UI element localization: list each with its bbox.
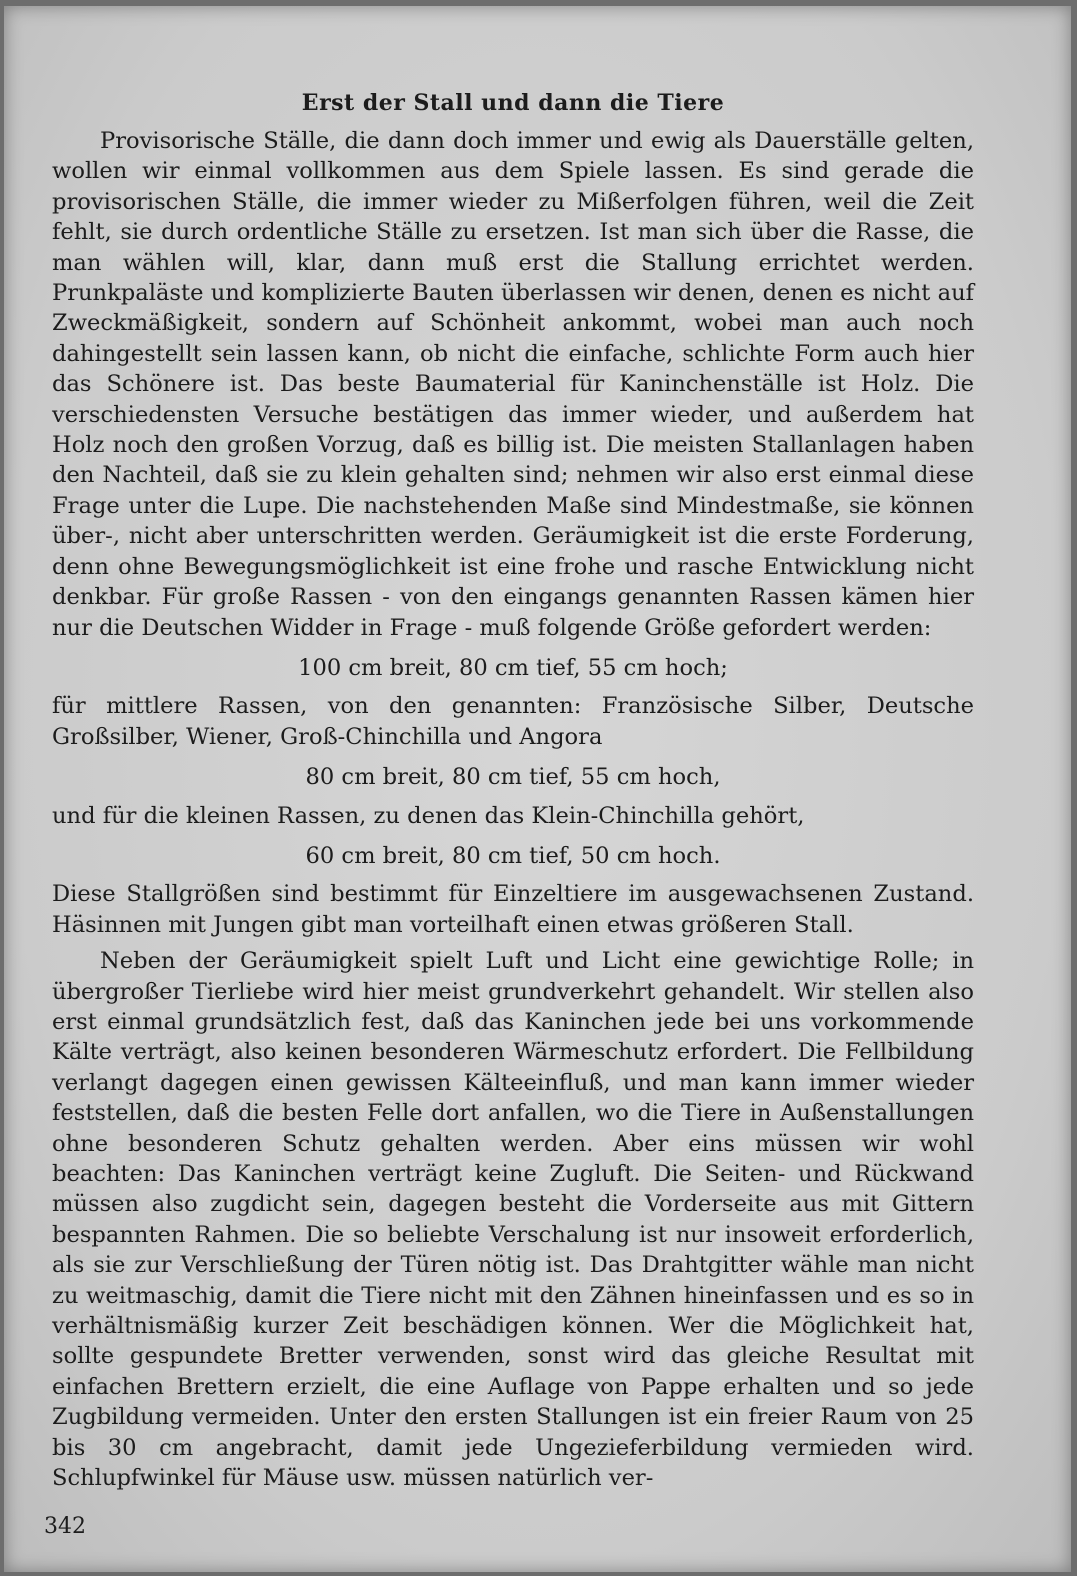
size-medium-breeds: 80 cm breit, 80 cm tief, 55 cm hoch,: [305, 764, 721, 791]
page-number: 342: [44, 1514, 86, 1539]
page-text: [52, 88, 974, 1493]
text-medium-breeds: für mittlere Rassen, von den genannten: Französische Silber, Deutsche Großsilber, Wiener, Groß-Chinchilla und Angora: [52, 693, 974, 750]
text-small-breeds: und für die kleinen Rassen, zu denen das Klein-Chinchilla gehört,: [52, 802, 805, 829]
paragraph-air-and-light: Neben der Geräumigkeit spielt Luft und Licht eine gewichtige Rolle; in übergroßer Tierliebe wird hier meist grundverkehrt gehandelt. Wir stellen also erst einmal grundsätzlich fest, daß das Kaninchen jede bei uns vorkommende Kälte verträgt, also keinen besonderen Wärmeschutz erfordert. Die Fellbildung verlangt dagegen einen gewissen Kälteeinfluß, und man kann immer wieder feststellen, daß die besten Felle dort anfallen, wo die Tiere in Außenstallungen ohne besonderen Schutz gehalten werden. Aber eins müssen wir wohl beachten: Das Kaninchen verträgt keine Zugluft. Die Seiten- und Rückwand müssen also zugdicht sein, dagegen besteht die Vorderseite aus mit Gittern bespannten Rahmen. Die so beliebte Verschalung ist nur insoweit erforderlich, als sie zur Verschließung der Türen nötig ist. Das Drahtgitter wähle man nicht zu weitmaschig, damit die Tiere nicht mit den Zähnen hineinfassen und es so in verhältnismäßig kurzer Zeit beschädigen können. Wer die Möglichkeit hat, sollte gespundete Bretter verwenden, sonst wird das gleiche Resultat mit einfachen Brettern erzielt, die eine Auflage von Pappe erhalten und so jede Zugbildung vermeiden. Unter den ersten Stallungen ist ein freier Raum von 25 bis 30 cm angebracht, damit jede Ungezieferbildung vermieden wird. Schlupfwinkel für Mäuse usw. müssen natürlich ver-: [52, 948, 974, 1492]
book-page: [4, 6, 1071, 1572]
paragraph-stall-requirements: Provisorische Ställe, die dann doch immer und ewig als Dauerställe gelten, wollen wir einmal vollkommen aus dem Spiele lassen. Es sind gerade die provisorischen Ställe, die immer wieder zu Mißerfolgen führen, weil die Zeit fehlt, sie durch ordentliche Ställe zu ersetzen. Ist man sich über die Rasse, die man wählen will, klar, dann muß erst die Stallung errichtet werden. Prunkpaläste und komplizierte Bauten überlassen wir denen, denen es nicht auf Zweckmäßigkeit, sondern auf Schönheit ankommt, wobei man auch noch dahingestellt sein lassen kann, ob nicht die einfache, schlichte Form auch hier das Schönere ist. Das beste Baumaterial für Kaninchenställe ist Holz. Die verschiedensten Versuche bestätigen das immer wieder, und außerdem hat Holz noch den großen Vorzug, daß es billig ist. Die meisten Stallanlagen haben den Nachteil, daß sie zu klein gehalten sind; nehmen wir also erst einmal diese Frage unter die Lupe. Die nachstehenden Maße sind Mindestmaße, sie können über-, nicht aber unterschritten werden. Geräumigkeit ist die erste Forderung, denn ohne Bewegungsmöglichkeit ist eine frohe und rasche Entwicklung nicht denkbar. Für große Rassen - von den eingangs genannten Rassen kämen hier nur die Deutschen Widder in Frage - muß folgende Größe gefordert werden:: [52, 128, 974, 641]
section-heading: Erst der Stall und dann die Tiere: [301, 90, 725, 116]
paragraph-stall-sizes: Diese Stallgrößen sind bestimmt für Einzeltiere im ausgewachsenen Zustand. Häsinnen mit Jungen gibt man vorteilhaft einen etwas größeren Stall.: [52, 881, 974, 938]
size-large-breeds: 100 cm breit, 80 cm tief, 55 cm hoch;: [298, 654, 728, 681]
size-small-breeds: 60 cm breit, 80 cm tief, 50 cm hoch.: [305, 842, 721, 869]
